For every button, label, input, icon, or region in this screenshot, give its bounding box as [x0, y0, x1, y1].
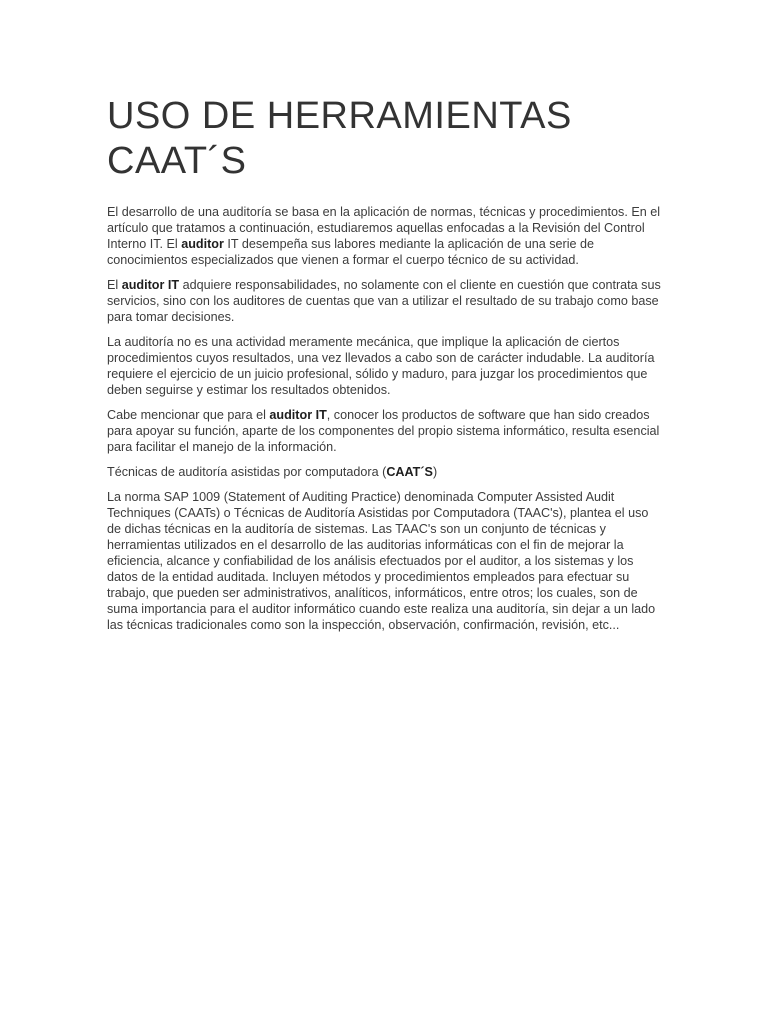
paragraph-responsibilities-text-1: El [107, 278, 122, 292]
page-title: USO DE HERRAMIENTAS CAAT´S [107, 95, 572, 182]
paragraph-intro-text-1: El desarrollo de una auditoría se basa en la aplicación de normas, técnicas y procedimientos. En el artículo que tratamos a continuación, estudiaremos aquellas enfocadas a la Revisión del Control Interno IT. El [107, 205, 661, 251]
paragraph-judgement: La auditoría no es una actividad meramente mecánica, que implique la aplicación de ciertos procedimientos cuyos resultados, una vez llevados a cabo son de carácter indudable. La auditoría requiere el ejercicio de un juicio profesional, sólido y maduro, para juzgar los procedimientos que deben seguirse y estimar los resultados obtenidos. [107, 335, 655, 397]
paragraph-intro [107, 204, 661, 268]
paragraph-sap-1009: La norma SAP 1009 (Statement of Auditing Practice) denominada Computer Assisted Audit Techniques (CAATs) o Técnicas de Auditoría Asistidas por Computadora (TAAC's), plantea el uso de dichas técnicas en la auditoría de sistemas. Las TAAC's son un conjunto de técnicas y herramientas utilizados en el desarrollo de las auditorias informáticas con el fin de mejorar la eficiencia, alcance y confiabilidad de los análisis efectuados por el auditor, a los sistemas y los datos de la entidad auditada. Incluyen métodos y procedimientos empleados para efectuar su trabajo, que pueden ser administrativos, analíticos, informáticos, entre otros; los cuales, son de suma importancia para el auditor informático cuando este realiza una auditoría, sin dejar a un lado las técnicas tradicionales como son la inspección, observación, confirmación, revisión, etc... [107, 490, 656, 632]
paragraph-software [107, 407, 661, 455]
paragraph-responsibilities-text-2: adquiere responsabilidades, no solamente con el cliente en cuestión que contrata sus servicios, sino con los auditores de cuentas que van a utilizar el resultado de su trabajo como base para tomar decisiones. [107, 278, 661, 324]
paragraph-responsibilities [107, 277, 661, 325]
paragraph-caats-heading-text-1: Técnicas de auditoría asistidas por computadora ( [107, 465, 387, 479]
paragraph-caats-heading-bold-caats: CAAT´S [386, 465, 433, 479]
paragraph-software-text-2: , conocer los productos de software que han sido creados para apoyar su función, aparte de los componentes del propio sistema informático, resulta esencial para facilitar el manejo de la información. [107, 408, 660, 454]
paragraph-intro-text-2: IT desempeña sus labores mediante la aplicación de una serie de conocimientos especializados que vienen a formar el cuerpo técnico de su actividad. [107, 237, 595, 267]
paragraph-responsibilities-bold-auditor-it: auditor IT [121, 278, 180, 292]
paragraph-intro-bold-auditor: auditor [181, 237, 224, 251]
paragraph-software-bold-auditor-it: auditor IT [269, 408, 327, 422]
paragraph-caats-heading [107, 464, 661, 480]
document-page [107, 94, 661, 642]
paragraph-software-text-1: Cabe mencionar que para el [107, 408, 270, 422]
paragraph-caats-heading-text-2: ) [432, 465, 438, 479]
